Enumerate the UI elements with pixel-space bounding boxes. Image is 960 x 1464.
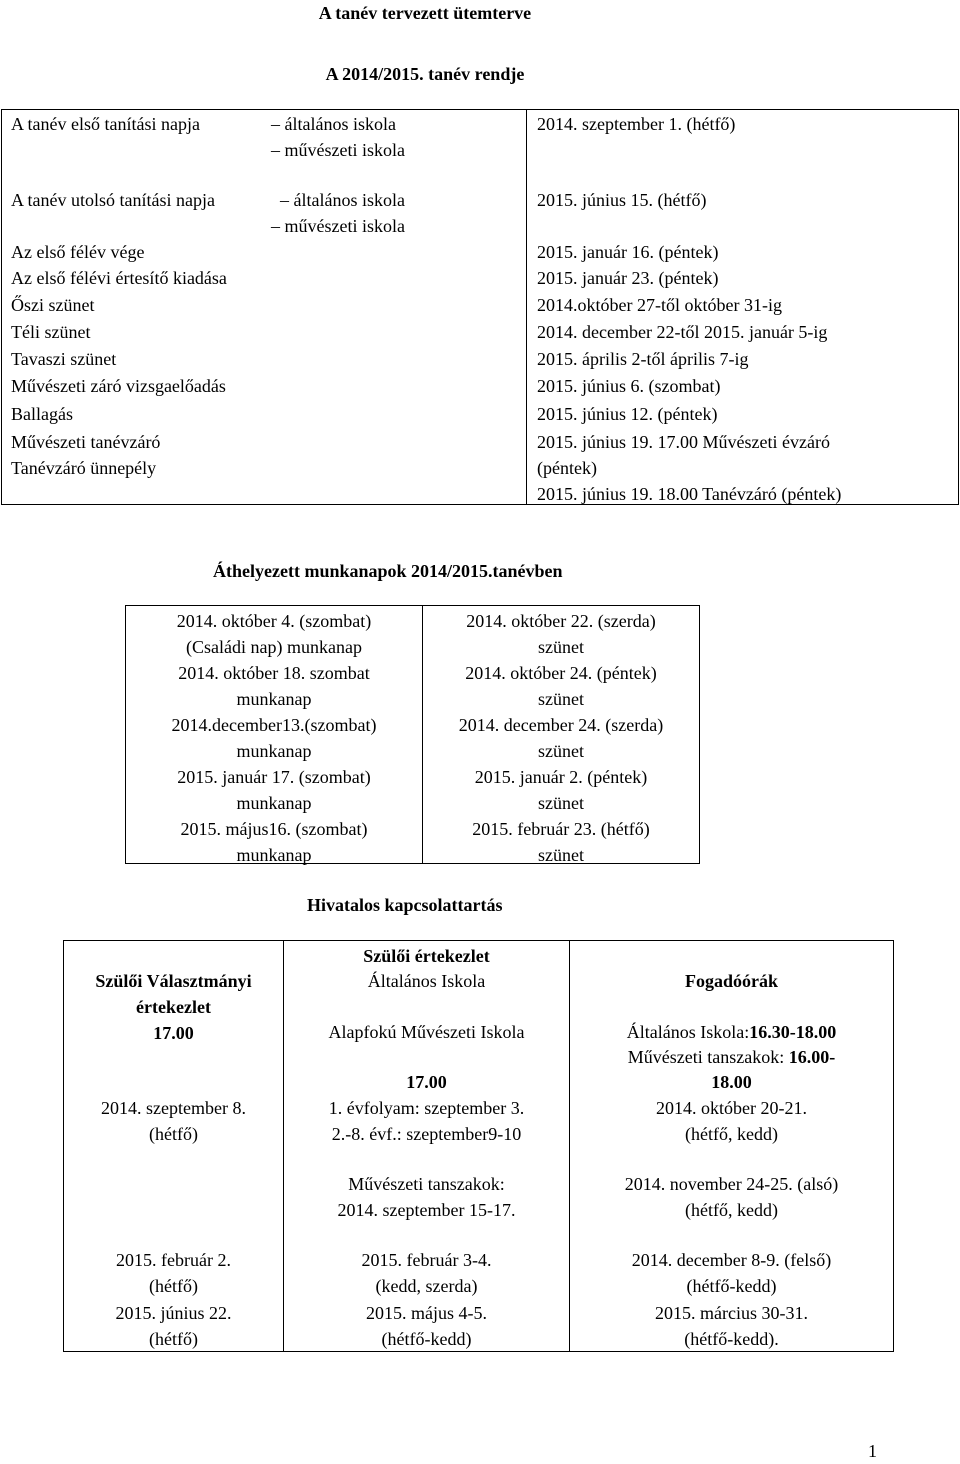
page-title: A tanév tervezett ütemterve [318, 3, 532, 23]
moved-day-left: 2015. január 17. (szombat) [177, 767, 371, 787]
last-day-label: A tanév utolsó tanítási napja [11, 190, 215, 210]
moved-day-left: 2014. október 4. (szombat) [176, 611, 372, 631]
moved-day-right: szünet [538, 845, 584, 865]
contact-heading: Hivatalos kapcsolattartás [307, 895, 503, 915]
moved-day-left: (Családi nap) munkanap [186, 637, 362, 657]
page-number: 1 [868, 1441, 877, 1461]
row-value: 2015. június 6. (szombat) [537, 376, 721, 396]
office-hours-general-time: 16.30-18.00 [749, 1022, 837, 1042]
parent-board-date: 2015. február 2. [116, 1250, 231, 1270]
office-hours-art-time: 16.00- [788, 1047, 836, 1067]
parent-meeting-date: 2015. május 4-5. [366, 1303, 487, 1323]
moved-day-left: 2015. május16. (szombat) [180, 819, 368, 839]
parent-board-date: (hétfő) [149, 1329, 198, 1349]
closing-ceremony-label: Tanévzáró ünnepély [11, 458, 157, 478]
first-day-art: – művészeti iskola [271, 140, 405, 160]
office-hours-date: 2014. november 24-25. (alsó) [624, 1174, 839, 1194]
parent-meeting-date: 2014. szeptember 15-17. [337, 1200, 516, 1220]
office-hours-date: 2014. október 20-21. [656, 1098, 807, 1118]
first-day-general: – általános iskola [271, 114, 396, 134]
moved-day-right: 2014. december 24. (szerda) [458, 715, 664, 735]
parent-board-date: 2014. szeptember 8. [101, 1098, 246, 1118]
closing-value: 2015. június 19. 18.00 Tanévzáró (péntek) [537, 484, 842, 504]
moved-days-heading: Áthelyezett munkanapok 2014/2015.tanévben [213, 561, 563, 581]
office-hours-date: (hétfő-kedd) [686, 1276, 777, 1296]
moved-day-left: munkanap [236, 741, 312, 761]
row-value: 2014.október 27-től október 31-ig [537, 295, 782, 315]
row-label: Az első félévi értesítő kiadása [11, 268, 227, 288]
row-label: Művészeti záró vizsgaelőadás [11, 376, 226, 396]
last-day-value: 2015. június 15. (hétfő) [537, 190, 707, 210]
moved-day-right: 2014. október 24. (péntek) [465, 663, 657, 683]
row-value: 2015. június 12. (péntek) [537, 404, 718, 424]
office-hours-art-label: Művészeti tanszakok: [627, 1047, 789, 1067]
parent-meeting-time: 17.00 [406, 1072, 447, 1092]
office-hours-date: (hétfő, kedd) [685, 1124, 778, 1144]
moved-day-right: szünet [538, 637, 584, 657]
parent-meeting-date: (kedd, szerda) [375, 1276, 478, 1296]
last-day-art: – művészeti iskola [271, 216, 405, 236]
row-value: 2014. december 22-től 2015. január 5-ig [537, 322, 828, 342]
moved-day-right: szünet [538, 689, 584, 709]
row-label: Ballagás [11, 404, 73, 424]
art-closing-label: Művészeti tanévzáró [11, 432, 161, 452]
moved-day-left: munkanap [236, 689, 312, 709]
parent-meeting-date: 2.-8. évf.: szeptember9-10 [331, 1124, 522, 1144]
parent-meeting-date: (hétfő-kedd) [381, 1329, 472, 1349]
parent-board-date: (hétfő) [149, 1276, 198, 1296]
moved-day-left: 2014.december13.(szombat) [171, 715, 377, 735]
row-label: Őszi szünet [11, 295, 95, 315]
parent-meeting-heading: Szülői értekezlet [363, 946, 490, 966]
row-label: Az első félév vége [11, 242, 145, 262]
parent-meeting-date: Művészeti tanszakok: [348, 1174, 505, 1194]
parent-meeting-date: 2015. február 3-4. [361, 1250, 492, 1270]
moved-day-right: szünet [538, 793, 584, 813]
office-hours-date: 2015. március 30-31. [655, 1303, 808, 1323]
row-value: 2015. január 23. (péntek) [537, 268, 719, 288]
office-hours-date: (hétfő-kedd). [684, 1329, 779, 1349]
parent-meeting-date: 1. évfolyam: szeptember 3. [328, 1098, 525, 1118]
row-label: Tavaszi szünet [11, 349, 117, 369]
last-day-general: – általános iskola [280, 190, 405, 210]
parent-board-heading: értekezlet [136, 997, 211, 1017]
row-label: Téli szünet [11, 322, 91, 342]
closing-value: (péntek) [537, 458, 597, 478]
office-hours-general [570, 1019, 893, 1045]
moved-day-right: szünet [538, 741, 584, 761]
row-value: 2015. április 2-től április 7-ig [537, 349, 749, 369]
moved-day-right: 2014. október 22. (szerda) [466, 611, 656, 631]
parent-board-date: 2015. június 22. [115, 1303, 232, 1323]
page-subtitle: A 2014/2015. tanév rendje [325, 64, 525, 84]
parent-board-date: (hétfő) [149, 1124, 198, 1144]
office-hours-date: (hétfő, kedd) [685, 1200, 778, 1220]
parent-board-time: 17.00 [153, 1023, 194, 1043]
closing-value: 2015. június 19. 17.00 Művészeti évzáró [537, 432, 830, 452]
parent-meeting-school: Általános Iskola [367, 971, 486, 991]
moved-day-right: 2015. február 23. (hétfő) [472, 819, 650, 839]
office-hours-heading: Fogadóórák [684, 971, 778, 991]
parent-meeting-school: Alapfokú Művészeti Iskola [328, 1022, 525, 1042]
moved-day-left: munkanap [236, 845, 312, 865]
parent-board-heading: Szülői Választmányi [95, 971, 252, 991]
moved-day-left: munkanap [236, 793, 312, 813]
first-day-label: A tanév első tanítási napja [11, 114, 200, 134]
moved-day-left: 2014. október 18. szombat [178, 663, 370, 683]
first-day-value: 2014. szeptember 1. (hétfő) [537, 114, 736, 134]
office-hours-date: 2014. december 8-9. (felső) [631, 1250, 832, 1270]
row-value: 2015. január 16. (péntek) [537, 242, 719, 262]
office-hours-art [570, 1044, 893, 1070]
office-hours-general-label: Általános Iskola: [626, 1022, 750, 1042]
office-hours-art-time-end: 18.00 [711, 1072, 752, 1092]
moved-day-right: 2015. január 2. (péntek) [474, 767, 648, 787]
